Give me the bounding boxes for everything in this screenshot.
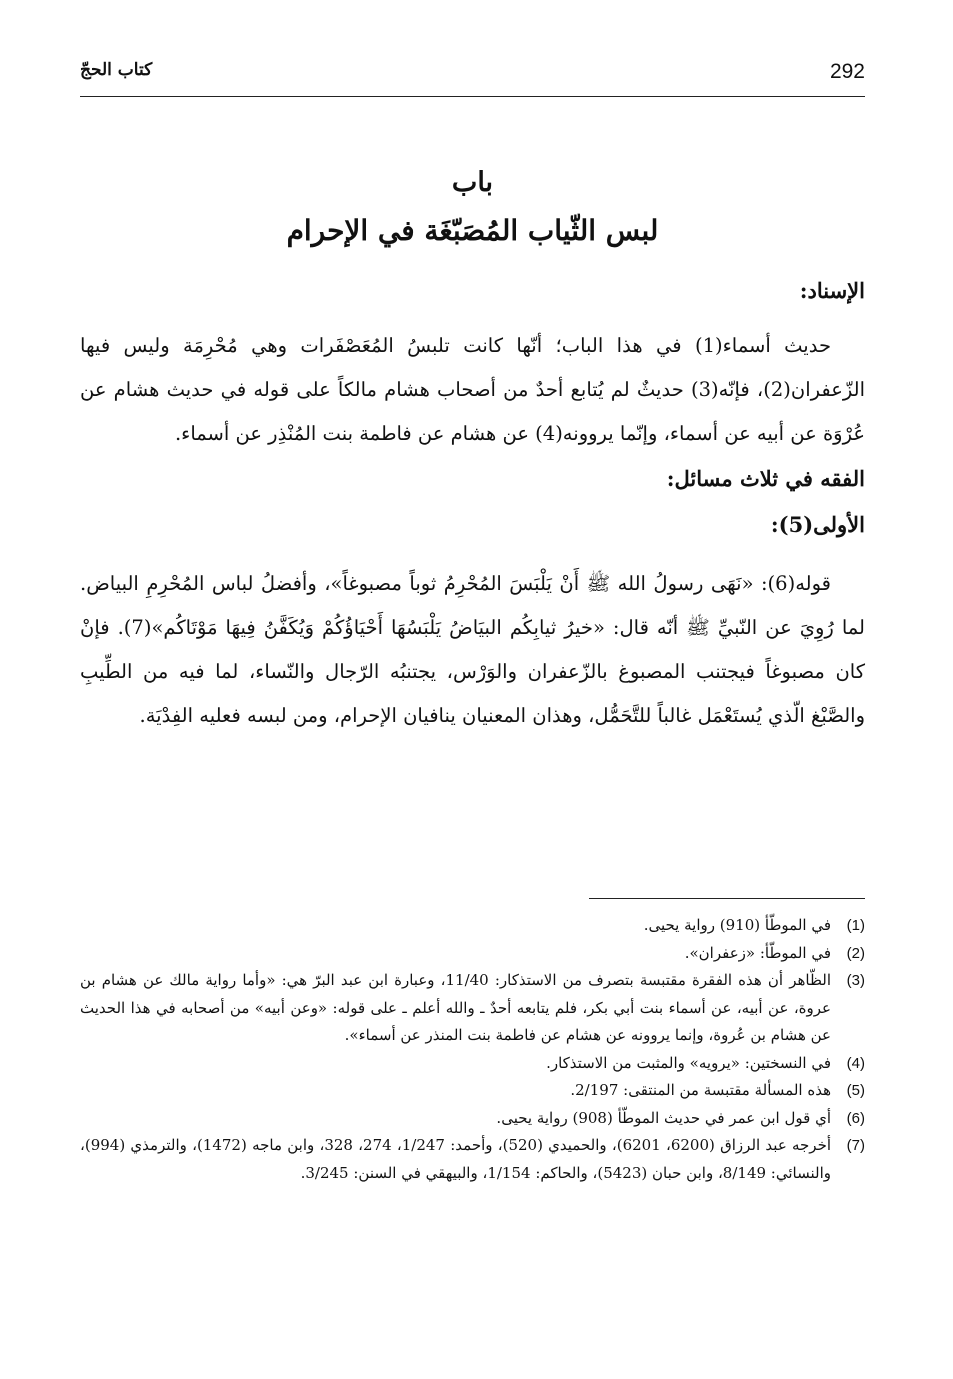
fiqh-heading: الفقه في ثلاث مسائل:: [666, 466, 865, 491]
footnote-number: (3): [846, 972, 865, 989]
footnote-item: [80, 940, 865, 968]
footnote-number: (4): [846, 1054, 865, 1072]
footnote-item: [80, 1077, 865, 1105]
footnote-number: (1): [846, 917, 865, 934]
page-header: [80, 60, 865, 96]
chapter-heading: [80, 160, 865, 256]
page-number: 292: [829, 60, 865, 83]
footnote-text: الظّاهر أن هذه الفقرة مقتبسة بتصرف من الاستذكار: 11/40، وعبارة ابن عبد البرّ هي: «وأما رواية مالك عن هشام بن عروة، عن أبيه، عن أسماء بنت أبي بكر، فلم يتابعه أحدٌ ـ والله أعلم ـ على قوله: «وعن أبيه» من أصحابه في هذا الحديث عن هشام بن عُروة، وإنما يروونه عن هشام عن فاطمة بنت المنذر عن أسماء».: [80, 971, 832, 1044]
footnote-rule: [589, 898, 865, 899]
footnote-item: [80, 1050, 865, 1078]
isnad-paragraph: حديث أسماء(1) في هذا الباب؛ أنّها كانت تلبسُ المُعَصْفَرات وهي مُحْرِمَة وليس فيها الزّعفران(2)، فإنّه(3) حديثٌ لم يُتابع أحدٌ من أصحاب هشام مالكاً على قوله في حديث هشام عن عُرْوَة عن أبيه عن أسماء، وإنّما يروونه(4) عن هشام عن فاطمة بنت المُنْذِر عن أسماء.: [80, 334, 865, 445]
chapter-lead: باب: [451, 167, 494, 198]
footnote-item: [80, 912, 865, 940]
footnote-item: [80, 1132, 865, 1187]
main-text: [80, 268, 865, 738]
footnote-item: [80, 1105, 865, 1133]
footnote-text: في النسختين: «يرويه» والمثبت من الاستذكار.: [546, 1053, 831, 1072]
header-rule: [80, 96, 865, 97]
footnote-text: أخرجه عبد الرزاق (6200، 6201)، والحميدي (520)، وأحمد: 1/247، 274، 328، وابن ماجه (1472)، والترمذي (994)، والنسائي: 8/149، وابن حبان (5423)، والحاكم: 1/154، والبيهقي في السنن: 3/245.: [80, 1136, 832, 1182]
footnote-text: أي قول ابن عمر في حديث الموطّأ (908) رواية يحيى.: [496, 1108, 831, 1127]
running-title: كتاب الحجّ: [80, 60, 153, 80]
footnote-number: (6): [846, 1109, 865, 1127]
footnote-text: هذه المسألة مقتبسة من المنتقى: 2/197.: [570, 1081, 831, 1099]
footnote-number: (2): [846, 944, 865, 962]
footnote-text: في الموطّأ: «زعفران».: [684, 943, 831, 962]
first-issue-heading: الأولى(5):: [770, 512, 865, 537]
spacer: [80, 314, 865, 324]
footnote-number: (7): [846, 1137, 865, 1154]
footnote-number: (5): [846, 1082, 865, 1099]
footnotes-list: [80, 912, 865, 1187]
spacer: [80, 548, 865, 562]
footnote-item: [80, 967, 865, 1050]
chapter-title: لبس الثّياب المُصَبّغَة في الإحرام: [286, 214, 659, 247]
isnad-heading: الإسناد:: [799, 278, 865, 303]
first-issue-paragraph: قوله(6): «نَهَى رسولُ الله ﷺ أَنْ يَلْبَسَ المُحْرِمُ ثوباً مصبوغاً»، وأفضلُ لباس المُحْرِمِ البياض. لما رُوِيَ عن النّبيِّ ﷺ أنّه قال: «خيرُ ثيابِكُم البيَاضُ يَلْبَسُهَا أَحْيَاؤُكُمْ وَيُكَفَّنُ فِيهَا مَوْتَاكُم»(7). فإنْ كان مصبوغاً فيجتنب المصبوغ بالزّعفران والوَرْس، يجتنبُه الرّجال والنّساء، لما فيه من الطِّيبِ والصَّبْغ الّذي يُستَعْمَل غالباً للتَّحَمُّل، وهذان المعنيان ينافيان الإحرام، ومن لبسه فعليه الفِدْيَة.: [80, 572, 865, 727]
footnote-text: في الموطّأ (910) رواية يحيى.: [643, 916, 831, 934]
